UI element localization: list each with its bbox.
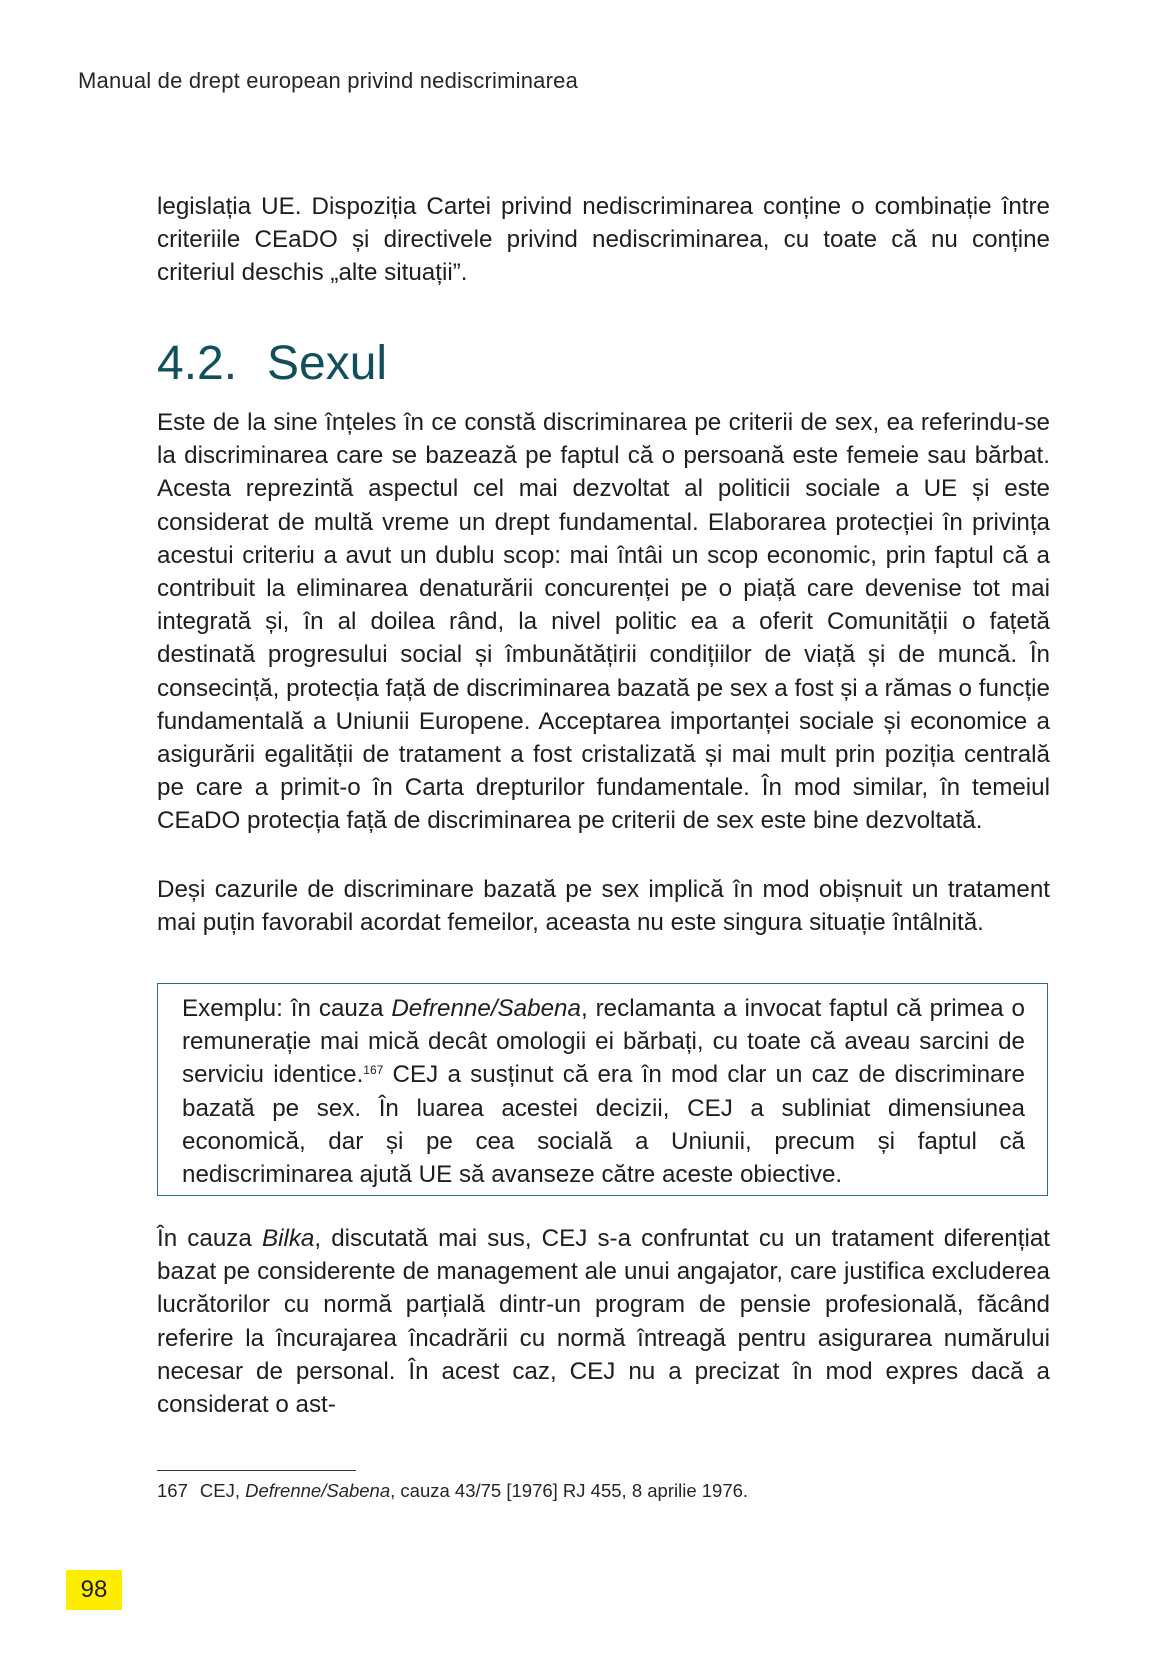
section-number: 4.2. [157,337,238,390]
example-box [157,983,1048,1196]
footnote-number: 167 [157,1480,188,1501]
footnote [157,1480,748,1502]
section-heading [157,334,387,394]
footnote-reference[interactable]: 167 [363,1063,384,1078]
section-title: Sexul [267,337,388,390]
intro-paragraph: legislația UE. Dispoziția Cartei privind nediscriminarea conține o combinație între criteriile CEaDO și directivele privind nediscriminarea, cu toate că nu conține criteriul deschis „alte situații”. [157,193,1050,287]
example-text-b: CEJ a susținut că era în mod clar un caz de discriminare bazată pe sex. În luarea acestei decizii, CEJ a subliniat dimensiunea economică, dar și pe cea socială a Uniunii, precum și faptul că nediscriminarea ajută UE să avanseze către aceste obiective. [182,1061,1025,1189]
footnote-case-name: Defrenne/Sabena [245,1480,391,1501]
example-text-a: , reclamanta a invocat faptul că primea o remunerație mai mică decât omologii ei bărbați, cu toate că aveau sarcini de serviciu identice. [182,995,1025,1089]
footnote-lead: CEJ, [199,1480,246,1501]
paragraph3-case-name: Bilka [261,1225,315,1252]
example-lead: Exemplu: în cauza [182,995,392,1022]
example-text [182,992,1025,1191]
paragraph3-lead: În cauza [157,1225,262,1252]
footnote-text: , cauza 43/75 [1976] RJ 455, 8 aprilie 1976. [390,1480,749,1501]
footnote-divider [157,1470,356,1471]
paragraph3-text: , discutată mai sus, CEJ s-a confruntat cu un tratament diferențiat bazat pe considerente de management ale unui angajator, care justifica excluderea lucrătorilor cu normă parțială dintr-un program de pensie profesională, făcând referire la încurajarea încadrării cu normă întreagă pentru asigurarea numărului necesar de personal. În acest caz, CEJ nu a precizat în mod expres dacă a considerat o ast- [157,1225,1050,1419]
body-paragraph-3 [157,1222,1050,1421]
running-header: Manual de drept european privind nediscriminarea [78,68,579,93]
body-paragraph-1: Este de la sine înțeles în ce constă discriminarea pe criterii de sex, ea referindu-se la discriminarea care se bazează pe faptul că o persoană este femeie sau bărbat. Acesta reprezintă aspectul cel mai dezvoltat al politicii sociale a UE și este considerat de multă vreme un drept fundamental. Elaborarea protecției în privința acestui criteriu a avut un dublu scop: mai întâi un scop economic, prin faptul că a contribuit la eliminarea denaturării concurenței pe o piață care devenise tot mai integrată și, în al doilea rând, la nivel politic ea a oferit Comunității o fațetă destinată progresului social și îmbunătățirii condițiilor de viață și de muncă. În consecință, protecția față de discriminarea bazată pe sex a fost și a rămas o funcție fundamentală a Uniunii Europene. Acceptarea importanței sociale și economice a asigurării egalității de tratament a fost cristalizată și mai mult prin poziția centrală pe care a primit-o în Carta drepturilor fundamentale. În mod similar, în temeiul CEaDO protecția față de discriminarea pe criterii de sex este bine dezvoltată. [157,409,1050,835]
body-paragraph-2: Deși cazurile de discriminare bazată pe sex implică în mod obișnuit un tratament mai puțin favorabil acordat femeilor, aceasta nu este singura situație întâlnită. [157,876,1050,937]
example-case-name: Defrenne/Sabena [391,995,581,1022]
page-number: 98 [66,1570,122,1610]
